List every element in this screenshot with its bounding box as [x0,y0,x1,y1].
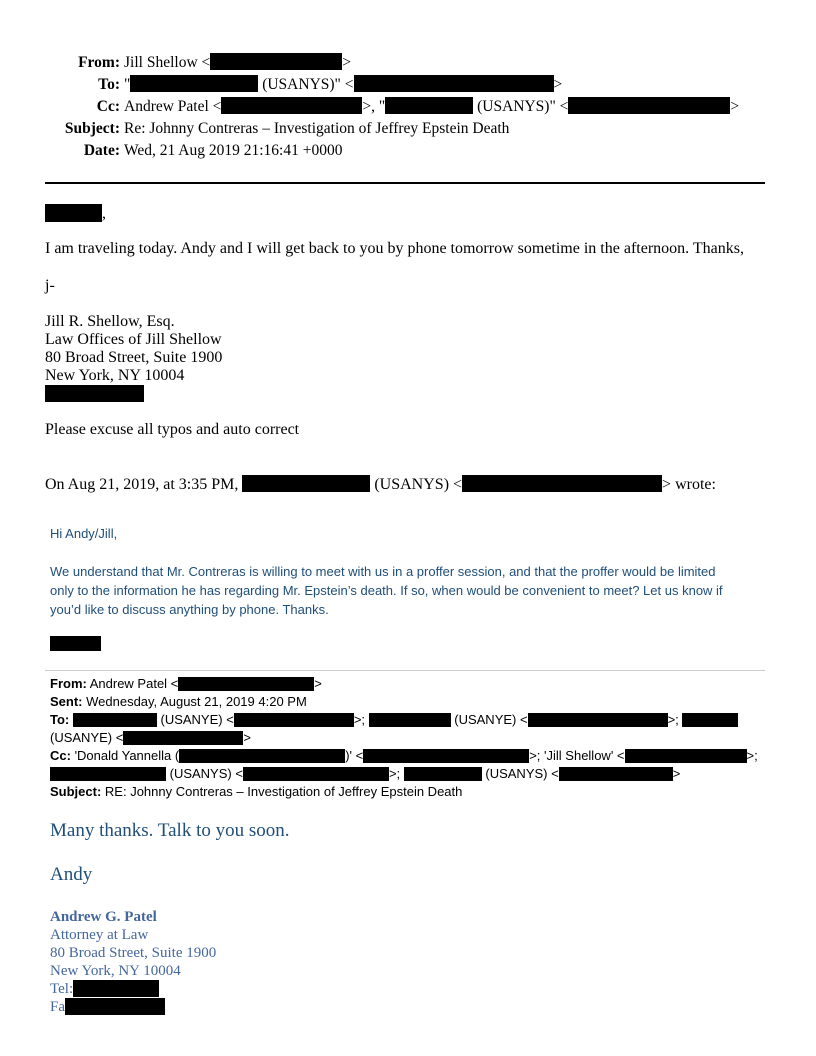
redaction-block [210,53,342,70]
from-name: Jill Shellow < [124,54,211,71]
signature-line: Law Offices of Jill Shellow [45,331,222,348]
message-text: I am traveling today. Andy and I will get back to you by phone tomorrow sometime in the afternoon. Thanks, [45,240,744,257]
redaction-block [568,97,730,114]
quoted-message [50,562,723,619]
fwd-to-line: To: (USANYE) < >; (USANYE) < >; [50,711,758,729]
redaction-block [242,475,370,492]
header-divider [45,182,765,184]
redaction-block [462,475,662,492]
redaction-block [45,385,144,402]
to-label: To: [98,76,120,93]
forwarded-header [50,675,758,801]
fwd-sent-line: Sent: Wednesday, August 21, 2019 4:20 PM [50,694,307,709]
quoted-message-line: you’d like to discuss anything by phone. Thanks. [50,602,329,617]
redaction-block [385,97,473,114]
from-label: From: [78,54,120,71]
subject-label: Subject: [64,120,120,137]
redaction-block [130,75,258,92]
redaction-block [73,980,159,997]
sig-line: Attorney at Law [50,927,149,943]
quote-intro: On Aug 21, 2019, at 3:35 PM, (USANYS) < > wrote: [45,476,716,493]
sig-fax: Fa [50,998,216,1016]
header-subject [0,118,739,140]
signature-line: New York, NY 10004 [45,367,185,384]
redaction-block [179,749,345,763]
fwd-to-line-2: (USANYE) < > [50,730,251,745]
cc-label: Cc: [96,98,120,115]
redaction-block [50,767,166,781]
redaction-block [404,767,482,781]
sig-name: Andrew G. Patel [50,909,157,925]
redaction-block [354,75,554,92]
redaction-block [682,713,738,727]
greeting-line: , [45,204,106,223]
email-header [0,52,739,162]
fwd-cc-line-2: (USANYS) < >; (USANYS) < > [50,765,758,783]
fwd-signoff: Andy [50,864,93,885]
quote-divider [45,670,765,671]
redaction-block [369,713,451,727]
signature-block [45,313,222,407]
header-to: To: " (USANYS)" < > [0,74,739,96]
fwd-cc-line: Cc: 'Donald Yannella ( )' < >; 'Jill Shellow' < >; [50,748,758,763]
redaction-block [73,713,157,727]
signature-line: 80 Broad Street, Suite 1900 [45,349,223,366]
sig-line: 80 Broad Street, Suite 1900 [50,945,217,961]
fwd-subject-line: Subject: RE: Johnny Contreras – Investigation of Jeffrey Epstein Death [50,784,463,799]
redaction-block [50,636,101,651]
signoff: j- [45,277,55,294]
date-value: Wed, 21 Aug 2019 21:16:41 +0000 [124,142,343,159]
quoted-message-line: only to the information he has regarding Mr. Epstein’s death. If so, when would be convenient to meet? Let us know if [50,583,723,598]
footer-note: Please excuse all typos and auto correct [45,421,300,438]
redaction-block [234,713,354,727]
quoted-message-line: We understand that Mr. Contreras is willing to meet with us in a proffer session, and that the proffer would be limited [50,564,716,579]
date-label: Date: [83,142,120,159]
redaction-block [528,713,668,727]
redaction-block [363,749,529,763]
header-from: From: Jill Shellow < > [0,52,739,74]
sig-line: New York, NY 10004 [50,963,181,979]
header-date [0,140,739,162]
fwd-message: Many thanks. Talk to you soon. [50,820,290,841]
redaction-block [65,998,165,1015]
fwd-signature [50,908,216,1016]
redaction-block [178,677,314,691]
redaction-block [221,97,362,114]
redaction-block [123,731,243,745]
signature-line: Jill R. Shellow, Esq. [45,313,175,330]
redaction-block [559,767,673,781]
subject-value: Re: Johnny Contreras – Investigation of Jeffrey Epstein Death [124,120,510,137]
redaction-block [243,767,389,781]
fwd-from-line: From: Andrew Patel < > [50,676,322,691]
redaction-block [45,204,102,222]
header-cc: Cc: Andrew Patel < >, " (USANYS)" < > [0,96,739,118]
sig-tel: Tel: [50,980,216,998]
redaction-block [625,749,747,763]
quoted-greeting: Hi Andy/Jill, [50,526,118,541]
